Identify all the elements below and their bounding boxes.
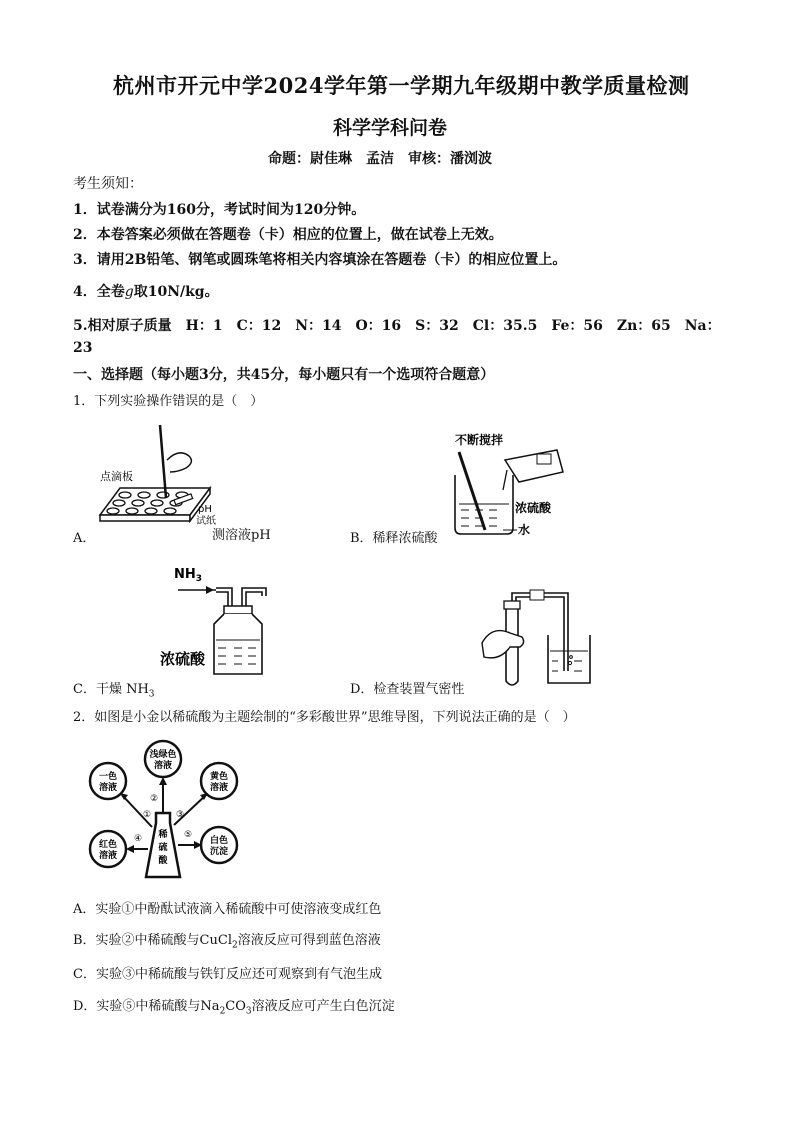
q1-figure-a (92, 420, 222, 540)
q2-center-line2: 硫 (158, 843, 168, 853)
q2-mark-2: ② (149, 794, 159, 804)
q1-figure-b (445, 430, 575, 540)
q1-a-fig-label-ph: pH (198, 504, 212, 515)
q1-figure-d (478, 585, 598, 690)
q2-mark-1: ① (142, 810, 152, 820)
q2-node-3-line2: 溶液 (209, 783, 229, 793)
q2-stem: 2．如图是小金以稀硫酸为主题绘制的“多彩酸世界”思维导图，下列说法正确的是（ ） (73, 710, 576, 725)
notice-item-2: 2．本卷答案必须做在答题卷（卡）相应的位置上，做在试卷上无效。 (73, 227, 503, 243)
q1-option-a-label: A． (73, 531, 96, 546)
q2-node-1-line1: 一色 (98, 772, 118, 782)
notice-item-5: 5.相对原子质量 H：1 C：12 N：14 O：16 S：32 Cl：35.5 Fe：56 Zn：65 Na： (73, 318, 721, 334)
q2-mark-4: ④ (133, 834, 143, 844)
section-heading: 一、选择题（每小题3分，共45分，每小题只有一个选项符合题意） (73, 367, 495, 383)
q2-node-2-line1: 浅绿色 (149, 750, 177, 760)
notice-item-5-cont: 23 (73, 340, 93, 356)
q2-option-a: A．实验①中酚酞试液滴入稀硫酸中可使溶液变成红色 (73, 902, 382, 917)
q1-c-fig-label-acid: 浓硫酸 (160, 650, 206, 668)
q1-b-fig-label-water: 水 (518, 523, 531, 537)
q2-mark-3: ③ (175, 810, 185, 820)
q2-node-2-line2: 溶液 (153, 761, 173, 771)
q1-figure-c (158, 562, 283, 680)
q1-b-fig-label-acid: 浓硫酸 (515, 501, 552, 515)
q2-node-5-line2: 沉淀 (209, 847, 229, 857)
q2-center-line1: 稀 (158, 830, 168, 840)
q1-option-d: D．检查装置气密性 (350, 682, 465, 697)
exam-subtitle: 科学学科问卷 (333, 117, 448, 139)
notice-item-3: 3．请用2B铅笔、钢笔或圆珠笔将相关内容填涂在答题卷（卡）的相应位置上。 (73, 252, 567, 268)
q2-option-b: B．实验②中稀硫酸与CuCl$_2$溶液反应可得到蓝色溶液 (73, 933, 381, 951)
q1-stem: 1．下列实验操作错误的是（ ） (73, 394, 264, 409)
exam-title: 杭州市开元中学2024学年第一学期九年级期中教学质量检测 (113, 73, 690, 98)
notice-item-4: 4．全卷g取10N/kg。 (73, 284, 219, 300)
q2-mark-5: ⑤ (183, 830, 193, 840)
notice-item-1: 1．试卷满分为160分，考试时间为120分钟。 (73, 202, 366, 218)
q1-option-a-text: 测溶液pH (212, 528, 271, 543)
q1-a-fig-label-paper: 试纸 (196, 516, 216, 527)
q1-a-fig-label-tray: 点滴板 (100, 470, 133, 483)
q2-mind-map (84, 737, 244, 887)
q1-option-c: C．干燥 $NH_3$ (73, 682, 155, 700)
q2-option-c: C．实验③中稀硫酸与铁钉反应还可观察到有气泡生成 (73, 967, 382, 982)
q1-option-b: B．稀释浓硫酸 (350, 531, 438, 546)
q2-node-5-line1: 白色 (209, 836, 229, 846)
q1-b-fig-label-stir: 不断搅拌 (455, 433, 504, 447)
q2-center-line3: 酸 (158, 856, 168, 866)
q2-node-4-line2: 溶液 (98, 851, 118, 861)
exam-authors: 命题：尉佳琳 孟洁 审核：潘浏波 (268, 151, 492, 167)
q2-node-1-line2: 溶液 (98, 783, 118, 793)
q2-node-3-line1: 黄色 (209, 772, 229, 782)
q1-c-fig-label-gas: $NH_3$ (174, 567, 203, 584)
notice-heading: 考生须知： (73, 176, 143, 192)
q2-node-4-line1: 红色 (98, 840, 118, 850)
q2-option-d: D．实验⑤中稀硫酸与$Na_2CO_3$溶液反应可产生白色沉淀 (73, 999, 395, 1017)
